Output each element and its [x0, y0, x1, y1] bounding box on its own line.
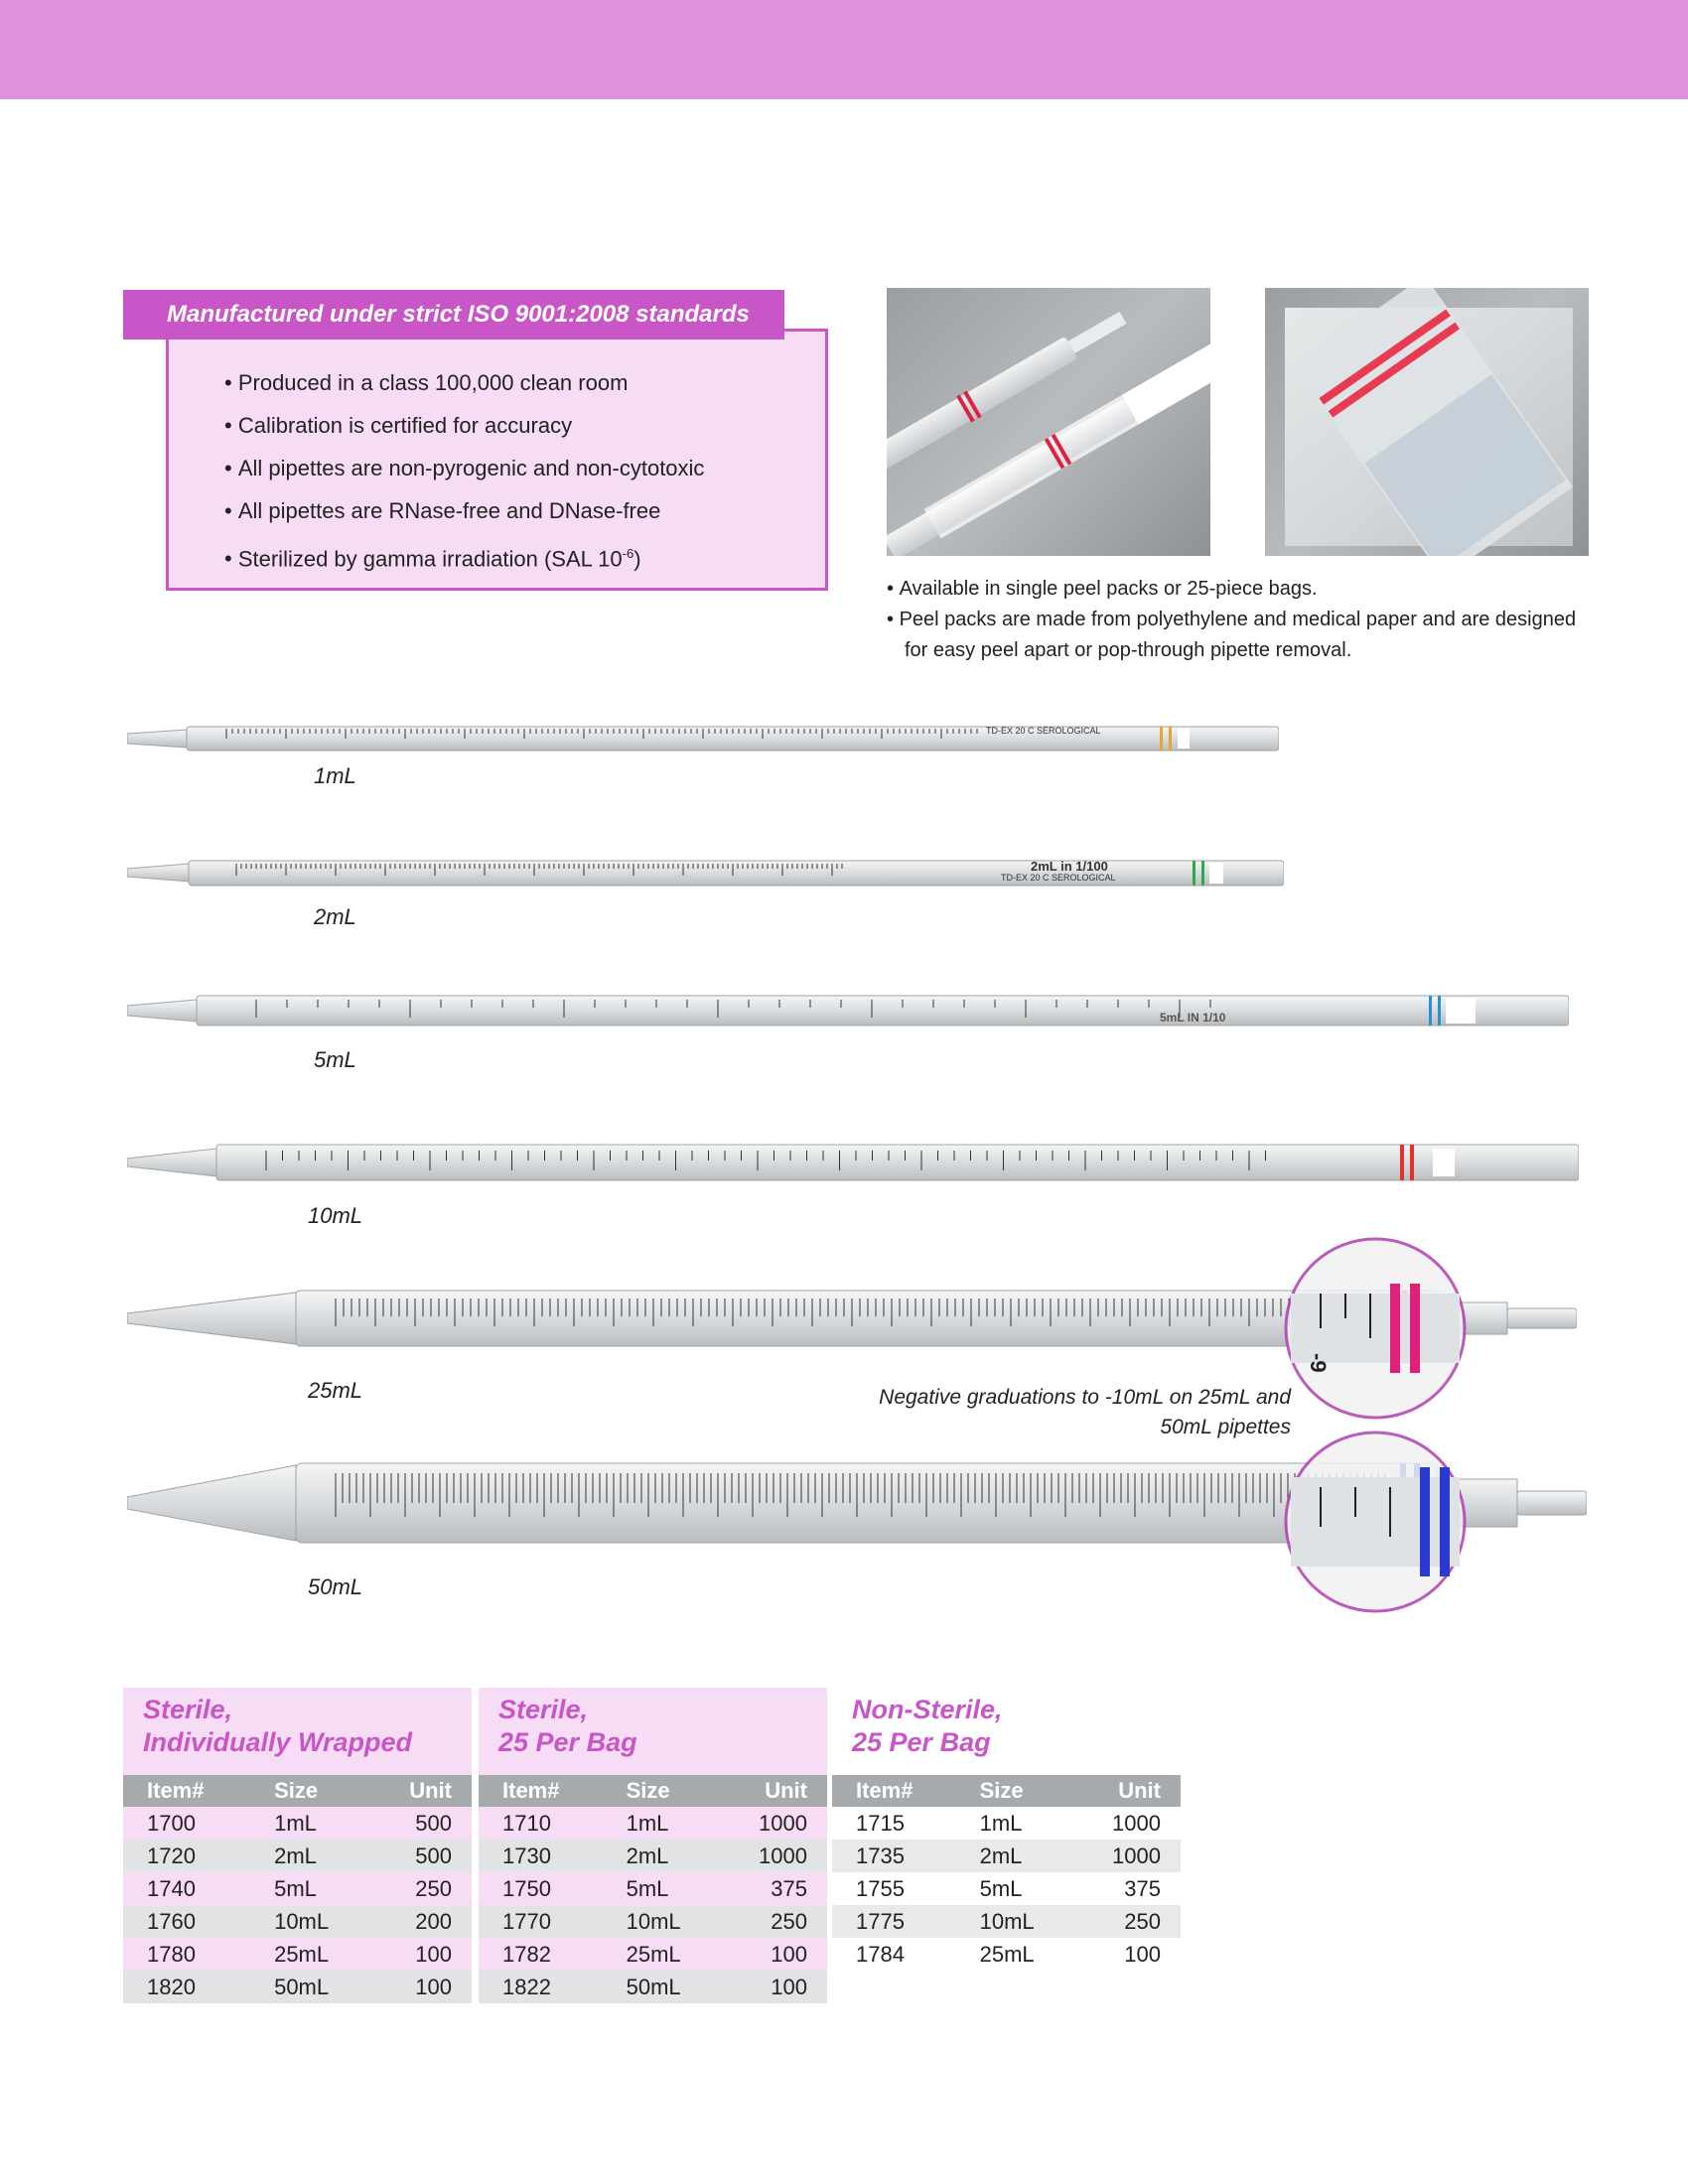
cell-size: 10mL: [603, 1905, 723, 1938]
cell-size: 2mL: [250, 1840, 373, 1872]
table-title-line: 25 Per Bag: [852, 1727, 991, 1757]
pipette-1ml: [127, 719, 1279, 758]
iso-features-box: [166, 329, 828, 591]
packaging-list: [887, 574, 1602, 666]
pipette-label-25ml: 25mL: [308, 1378, 363, 1403]
table-row: [832, 1905, 1181, 1938]
cell-item: 1755: [856, 1875, 905, 1901]
table-row: [832, 1840, 1181, 1872]
col-size: Size: [956, 1775, 1076, 1807]
col-item: Item#: [832, 1775, 956, 1807]
table-header-row: [832, 1775, 1181, 1807]
cell-item: 1700: [147, 1810, 196, 1836]
pipette-print: 2mL in 1/100: [1031, 859, 1108, 874]
cell-unit: 1000: [759, 1810, 807, 1836]
table-row: [479, 1971, 827, 2003]
cell-unit: 100: [415, 1941, 452, 1967]
pipette-label-50ml: 50mL: [308, 1574, 363, 1599]
cell-size: 10mL: [250, 1905, 373, 1938]
cell-item: 1822: [479, 1971, 603, 2003]
cell-unit: 375: [771, 1875, 807, 1901]
cell-item: 1735: [832, 1840, 956, 1872]
table-title: [832, 1688, 1181, 1775]
cell-size: 2mL: [603, 1840, 723, 1872]
cell-size: 5mL: [979, 1875, 1023, 1901]
cell-unit: 500: [415, 1810, 452, 1836]
pipette-10ml: [127, 1137, 1579, 1188]
packaging-item: • Peel packs are made from polyethylene and medical paper and are designed for easy peel apart or pop-through pipette removal.: [887, 605, 1602, 666]
table-title: [479, 1688, 827, 1775]
cell-size: 5mL: [274, 1875, 317, 1901]
table-title-line: Sterile,: [498, 1695, 589, 1724]
table-row: [479, 1872, 827, 1905]
cell-size: 1mL: [979, 1810, 1023, 1836]
peel-pack-photo: [887, 288, 1210, 556]
cell-size: 2mL: [956, 1840, 1076, 1872]
col-size: Size: [250, 1775, 373, 1807]
cell-size: 5mL: [626, 1875, 669, 1901]
cell-item: 1820: [123, 1971, 250, 2003]
table-row: [479, 1807, 827, 1840]
table-sterile-25-per-bag: [479, 1688, 827, 2003]
cell-unit: 1000: [1112, 1810, 1161, 1836]
cell-unit: 1000: [1076, 1840, 1181, 1872]
cell-item: 1750: [502, 1875, 551, 1901]
table-title-line: Non-Sterile,: [852, 1695, 1003, 1724]
cell-unit: 100: [1124, 1941, 1161, 1967]
table-row: [123, 1840, 472, 1872]
col-item: Item#: [479, 1775, 603, 1807]
pipette-print: 5mL IN 1/10: [1160, 1011, 1226, 1024]
cell-unit: 250: [1076, 1905, 1181, 1938]
table-row: [479, 1840, 827, 1872]
table-row: [123, 1905, 472, 1938]
table-title-line: Sterile,: [143, 1695, 233, 1724]
col-unit: Unit: [723, 1775, 827, 1807]
col-unit: Unit: [1076, 1775, 1181, 1807]
cell-unit: 250: [723, 1905, 827, 1938]
table-title-line: 25 Per Bag: [498, 1727, 637, 1757]
iso-feature-item: • All pipettes are non-pyrogenic and non-cytotoxic: [224, 447, 704, 489]
cell-item: 1720: [123, 1840, 250, 1872]
col-unit: Unit: [373, 1775, 472, 1807]
sterilized-text: Sterilized by gamma irradiation (SAL 10: [237, 546, 623, 572]
cell-unit: 250: [415, 1875, 452, 1901]
table-row: [123, 1872, 472, 1905]
iso-feature-list: [224, 361, 704, 575]
table-non-sterile-25-per-bag: [832, 1688, 1181, 1971]
pipette-label-1ml: 1mL: [314, 763, 356, 788]
table-row: [832, 1807, 1181, 1840]
cell-unit: 200: [373, 1905, 472, 1938]
cell-item: 1770: [479, 1905, 603, 1938]
cell-item: 1775: [832, 1905, 956, 1938]
cell-size: 25mL: [979, 1941, 1035, 1967]
pipette-print: TD-EX 20 C SEROLOGICAL: [986, 726, 1101, 736]
iso-feature-item: • Calibration is certified for accuracy: [224, 404, 704, 447]
cell-unit: 375: [1124, 1875, 1161, 1901]
iso-feature-item: • All pipettes are RNase-free and DNase-free: [224, 489, 704, 532]
pipette-label-2ml: 2mL: [314, 904, 356, 929]
iso-title: Manufactured under strict ISO 9001:2008 standards: [123, 290, 784, 340]
magnifier-25ml: [1281, 1234, 1470, 1423]
pipette-label-5ml: 5mL: [314, 1047, 356, 1072]
table-row: [123, 1938, 472, 1971]
cell-unit: 1000: [723, 1840, 827, 1872]
table-row: [832, 1938, 1181, 1971]
table-row: [479, 1938, 827, 1971]
packaging-item: • Available in single peel packs or 25-piece bags.: [887, 574, 1602, 605]
col-item: Item#: [123, 1775, 250, 1807]
cell-item: 1782: [502, 1941, 551, 1967]
cell-size: 25mL: [626, 1941, 681, 1967]
cell-item: 1730: [479, 1840, 603, 1872]
pipette-2ml: [127, 852, 1284, 893]
table-sterile-individually-wrapped: [123, 1688, 472, 2003]
cell-unit: 100: [373, 1971, 472, 2003]
cell-item: 1780: [147, 1941, 196, 1967]
cell-item: 1760: [123, 1905, 250, 1938]
cell-item: 1784: [856, 1941, 905, 1967]
bag-pack-photo: [1265, 288, 1589, 556]
sterilized-close: ): [633, 546, 641, 572]
cell-item: 1710: [502, 1810, 551, 1836]
cell-size: 1mL: [626, 1810, 669, 1836]
cell-item: 1740: [147, 1875, 196, 1901]
table-title-line: Individually Wrapped: [143, 1727, 413, 1757]
table-header-row: [479, 1775, 827, 1807]
cell-size: 25mL: [274, 1941, 330, 1967]
header-band: [0, 0, 1688, 99]
cell-size: 1mL: [274, 1810, 317, 1836]
table-title: [123, 1688, 472, 1775]
iso-feature-item: • Produced in a class 100,000 clean room: [224, 361, 704, 404]
table-row: [123, 1807, 472, 1840]
pipette-print: TD-EX 20 C SEROLOGICAL: [1001, 873, 1116, 883]
pipette-5ml: [127, 988, 1569, 1033]
magnifier-50ml: [1281, 1428, 1470, 1616]
cell-size: 50mL: [250, 1971, 373, 2003]
cell-unit: 100: [771, 1941, 807, 1967]
iso-feature-item: [224, 532, 704, 575]
svg-text:-9: -9: [1306, 1353, 1331, 1373]
sterilized-exponent: -6: [622, 546, 634, 561]
cell-unit: 500: [373, 1840, 472, 1872]
table-row: [832, 1872, 1181, 1905]
cell-unit: 100: [723, 1971, 827, 2003]
table-row: [479, 1905, 827, 1938]
table-row: [123, 1971, 472, 2003]
cell-item: 1715: [856, 1810, 905, 1836]
cell-size: 10mL: [956, 1905, 1076, 1938]
negative-graduation-note: Negative graduations to -10mL on 25mL and 50mL pipettes: [879, 1386, 1291, 1438]
pipette-label-10ml: 10mL: [308, 1203, 363, 1228]
col-size: Size: [603, 1775, 723, 1807]
cell-size: 50mL: [603, 1971, 723, 2003]
table-header-row: [123, 1775, 472, 1807]
